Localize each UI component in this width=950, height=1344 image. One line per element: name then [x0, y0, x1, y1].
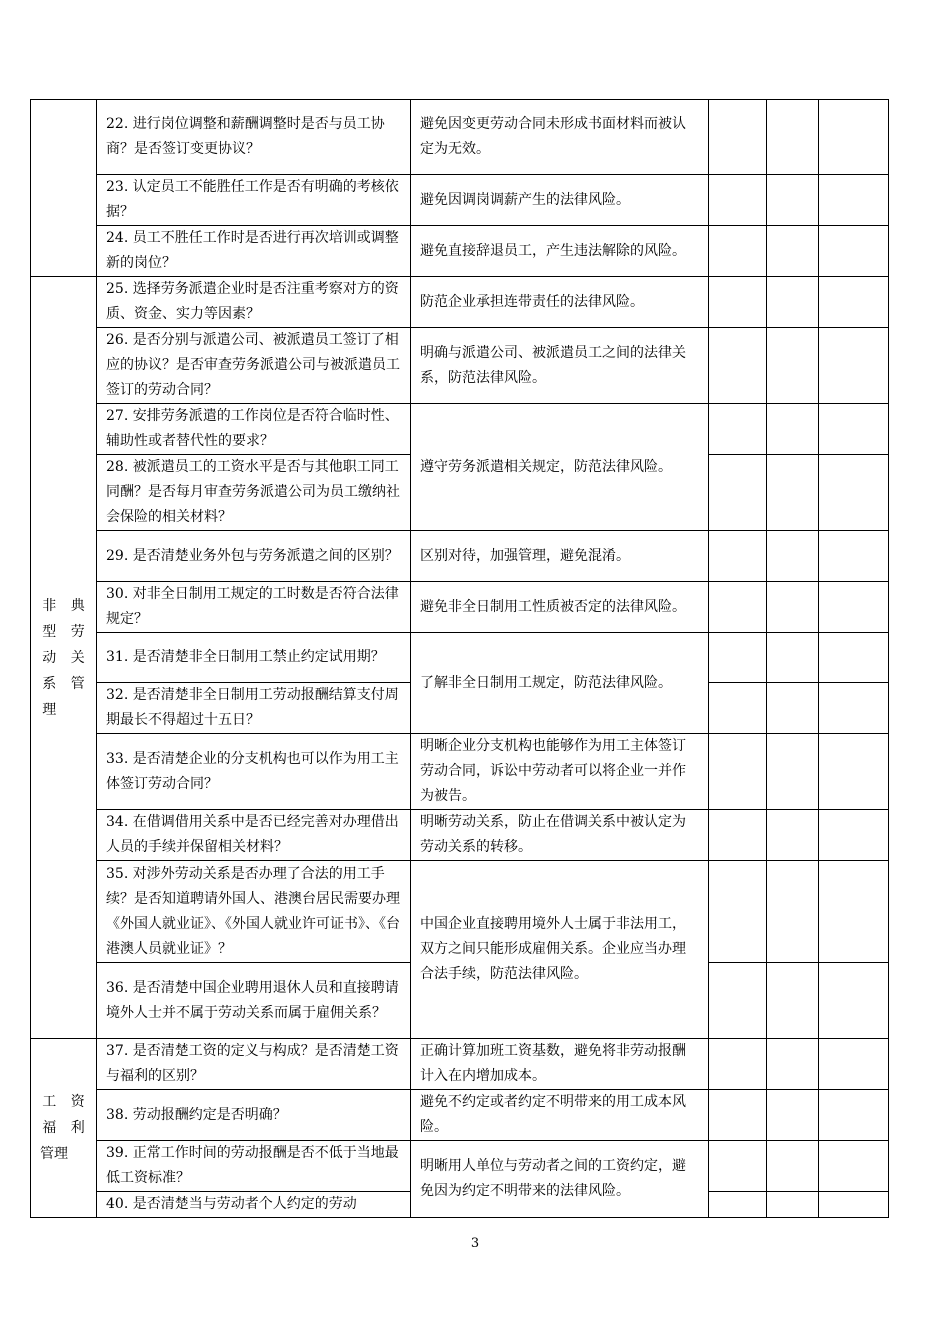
table-row [31, 861, 889, 963]
check-cell[interactable] [767, 582, 819, 633]
question-28: 28. 被派遣员工的工资水平是否与其他职工同工同酬？是否每月审查劳务派遣公司为员工缴纳社会保险的相关材料？ [97, 455, 411, 531]
question-27: 27. 安排劳务派遣的工作岗位是否符合临时性、辅助性或者替代性的要求？ [97, 404, 411, 455]
table-row [31, 175, 889, 226]
check-cell[interactable] [709, 963, 767, 1039]
question-38: 38. 劳动报酬约定是否明确？ [97, 1090, 411, 1141]
check-cell[interactable] [767, 328, 819, 404]
category-char: 非 [42, 597, 57, 614]
check-cell[interactable] [709, 328, 767, 404]
check-cell[interactable] [819, 1141, 889, 1192]
purpose-22: 避免因变更劳动合同未形成书面材料而被认定为无效。 [411, 100, 709, 175]
check-cell[interactable] [767, 100, 819, 175]
purpose-23: 避免因调岗调薪产生的法律风险。 [411, 175, 709, 226]
table-row [31, 404, 889, 455]
table-row [31, 277, 889, 328]
question-35: 35. 对涉外劳动关系是否办理了合法的用工手续？是否知道聘请外国人、港澳台居民需要办理《外国人就业证》、《外国人就业许可证书》、《台港澳人员就业证》？ [97, 861, 411, 963]
table-row [31, 226, 889, 277]
check-cell[interactable] [709, 1039, 767, 1090]
category-char: 劳 [70, 623, 85, 640]
question-31: 31. 是否清楚非全日制用工禁止约定试用期？ [97, 633, 411, 683]
check-cell[interactable] [709, 861, 767, 963]
purpose-29: 区别对待，加强管理，避免混淆。 [411, 531, 709, 582]
check-cell[interactable] [767, 455, 819, 531]
category-char: 理 [42, 701, 57, 718]
check-cell[interactable] [709, 531, 767, 582]
purpose-31-32: 了解非全日制用工规定，防范法律风险。 [411, 633, 709, 734]
question-22: 22. 进行岗位调整和薪酬调整时是否与员工协商？是否签订变更协议？ [97, 100, 411, 175]
check-cell[interactable] [709, 175, 767, 226]
table-row [31, 1039, 889, 1090]
question-34: 34. 在借调借用关系中是否已经完善对办理借出人员的手续并保留相关材料？ [97, 810, 411, 861]
check-cell[interactable] [819, 1039, 889, 1090]
check-cell[interactable] [767, 1192, 819, 1218]
check-cell[interactable] [819, 1090, 889, 1141]
purpose-38: 避免不约定或者约定不明带来的用工成本风险。 [411, 1090, 709, 1141]
purpose-33: 明晰企业分支机构也能够作为用工主体签订劳动合同，诉讼中劳动者可以将企业一并作为被告。 [411, 734, 709, 810]
question-33: 33. 是否清楚企业的分支机构也可以作为用工主体签订劳动合同？ [97, 734, 411, 810]
purpose-26: 明确与派遣公司、被派遣员工之间的法律关系，防范法律风险。 [411, 328, 709, 404]
check-cell[interactable] [767, 633, 819, 683]
question-40: 40. 是否清楚当与劳动者个人约定的劳动 [97, 1192, 411, 1218]
question-39: 39. 正常工作时间的劳动报酬是否不低于当地最低工资标准？ [97, 1141, 411, 1192]
category-char: 管理 [40, 1146, 68, 1162]
check-cell[interactable] [819, 175, 889, 226]
category-char: 关 [70, 649, 85, 666]
check-cell[interactable] [819, 810, 889, 861]
category-char: 福 [42, 1120, 57, 1136]
check-cell[interactable] [709, 1090, 767, 1141]
check-cell[interactable] [709, 404, 767, 455]
table-row [31, 328, 889, 404]
check-cell[interactable] [819, 582, 889, 633]
check-cell[interactable] [709, 455, 767, 531]
purpose-37: 正确计算加班工资基数，避免将非劳动报酬计入在内增加成本。 [411, 1039, 709, 1090]
check-cell[interactable] [709, 100, 767, 175]
check-cell[interactable] [767, 404, 819, 455]
purpose-34: 明晰劳动关系，防止在借调关系中被认定为劳动关系的转移。 [411, 810, 709, 861]
check-cell[interactable] [819, 226, 889, 277]
category-char: 利 [70, 1120, 85, 1136]
check-cell[interactable] [767, 861, 819, 963]
table-row [31, 633, 889, 683]
purpose-27-28: 遵守劳务派遣相关规定，防范法律风险。 [411, 404, 709, 531]
category-char: 管 [70, 675, 85, 692]
check-cell[interactable] [767, 1090, 819, 1141]
check-cell[interactable] [819, 277, 889, 328]
question-36: 36. 是否清楚中国企业聘用退休人员和直接聘请境外人士并不属于劳动关系而属于雇佣关系？ [97, 963, 411, 1039]
table-row [31, 1141, 889, 1192]
check-cell[interactable] [709, 582, 767, 633]
question-29: 29. 是否清楚业务外包与劳务派遣之间的区别？ [97, 531, 411, 582]
check-cell[interactable] [767, 1141, 819, 1192]
category-char: 系 [42, 675, 57, 692]
check-cell[interactable] [819, 963, 889, 1039]
category-char: 资 [70, 1094, 85, 1110]
question-24: 24. 员工不胜任工作时是否进行再次培训或调整新的岗位？ [97, 226, 411, 277]
check-cell[interactable] [767, 277, 819, 328]
category-char: 工 [42, 1094, 57, 1110]
check-cell[interactable] [709, 1141, 767, 1192]
check-cell[interactable] [709, 1192, 767, 1218]
check-cell[interactable] [819, 531, 889, 582]
question-26: 26. 是否分别与派遣公司、被派遣员工签订了相应的协议？是否审查劳务派遣公司与被派遣员工签订的劳动合同？ [97, 328, 411, 404]
question-23: 23. 认定员工不能胜任工作是否有明确的考核依据？ [97, 175, 411, 226]
check-cell[interactable] [819, 328, 889, 404]
check-cell[interactable] [819, 633, 889, 683]
check-cell[interactable] [819, 455, 889, 531]
check-cell[interactable] [709, 734, 767, 810]
table-row [31, 531, 889, 582]
check-cell[interactable] [767, 963, 819, 1039]
check-cell[interactable] [819, 734, 889, 810]
table-row [31, 582, 889, 633]
check-cell[interactable] [819, 404, 889, 455]
check-cell[interactable] [709, 633, 767, 683]
category-char: 动 [42, 649, 57, 666]
question-37: 37. 是否清楚工资的定义与构成？是否清楚工资与福利的区别？ [97, 1039, 411, 1090]
check-cell[interactable] [709, 810, 767, 861]
page-number: 3 [470, 1236, 480, 1251]
table-row [31, 810, 889, 861]
category-char: 型 [42, 623, 57, 640]
check-cell[interactable] [819, 100, 889, 175]
check-cell[interactable] [819, 1192, 889, 1218]
purpose-24: 避免直接辞退员工，产生违法解除的风险。 [411, 226, 709, 277]
check-cell[interactable] [709, 683, 767, 734]
table-row [31, 100, 889, 175]
audit-checklist-table [30, 99, 889, 1218]
check-cell[interactable] [767, 734, 819, 810]
purpose-30: 避免非全日制用工性质被否定的法律风险。 [411, 582, 709, 633]
check-cell[interactable] [767, 175, 819, 226]
check-cell[interactable] [819, 683, 889, 734]
purpose-25: 防范企业承担连带责任的法律风险。 [411, 277, 709, 328]
check-cell[interactable] [767, 683, 819, 734]
check-cell[interactable] [767, 531, 819, 582]
category-char: 典 [70, 597, 85, 614]
question-32: 32. 是否清楚非全日制用工劳动报酬结算支付周期最长不得超过十五日？ [97, 683, 411, 734]
check-cell[interactable] [819, 861, 889, 963]
check-cell[interactable] [767, 810, 819, 861]
table-row [31, 734, 889, 810]
question-30: 30. 对非全日制用工规定的工时数是否符合法律规定？ [97, 582, 411, 633]
category-wage-benefits [31, 1039, 97, 1218]
table-row [31, 1090, 889, 1141]
purpose-35-36: 中国企业直接聘用境外人士属于非法用工，双方之间只能形成雇佣关系。企业应当办理合法手续，防范法律风险。 [411, 861, 709, 1039]
check-cell[interactable] [767, 1039, 819, 1090]
check-cell[interactable] [709, 277, 767, 328]
check-cell[interactable] [767, 226, 819, 277]
question-25: 25. 选择劳务派遣企业时是否注重考察对方的资质、资金、实力等因素？ [97, 277, 411, 328]
category-atypical-labor [31, 277, 97, 1039]
check-cell[interactable] [709, 226, 767, 277]
category-cell-continued [31, 100, 97, 277]
purpose-39-40: 明晰用人单位与劳动者之间的工资约定，避免因为约定不明带来的法律风险。 [411, 1141, 709, 1218]
